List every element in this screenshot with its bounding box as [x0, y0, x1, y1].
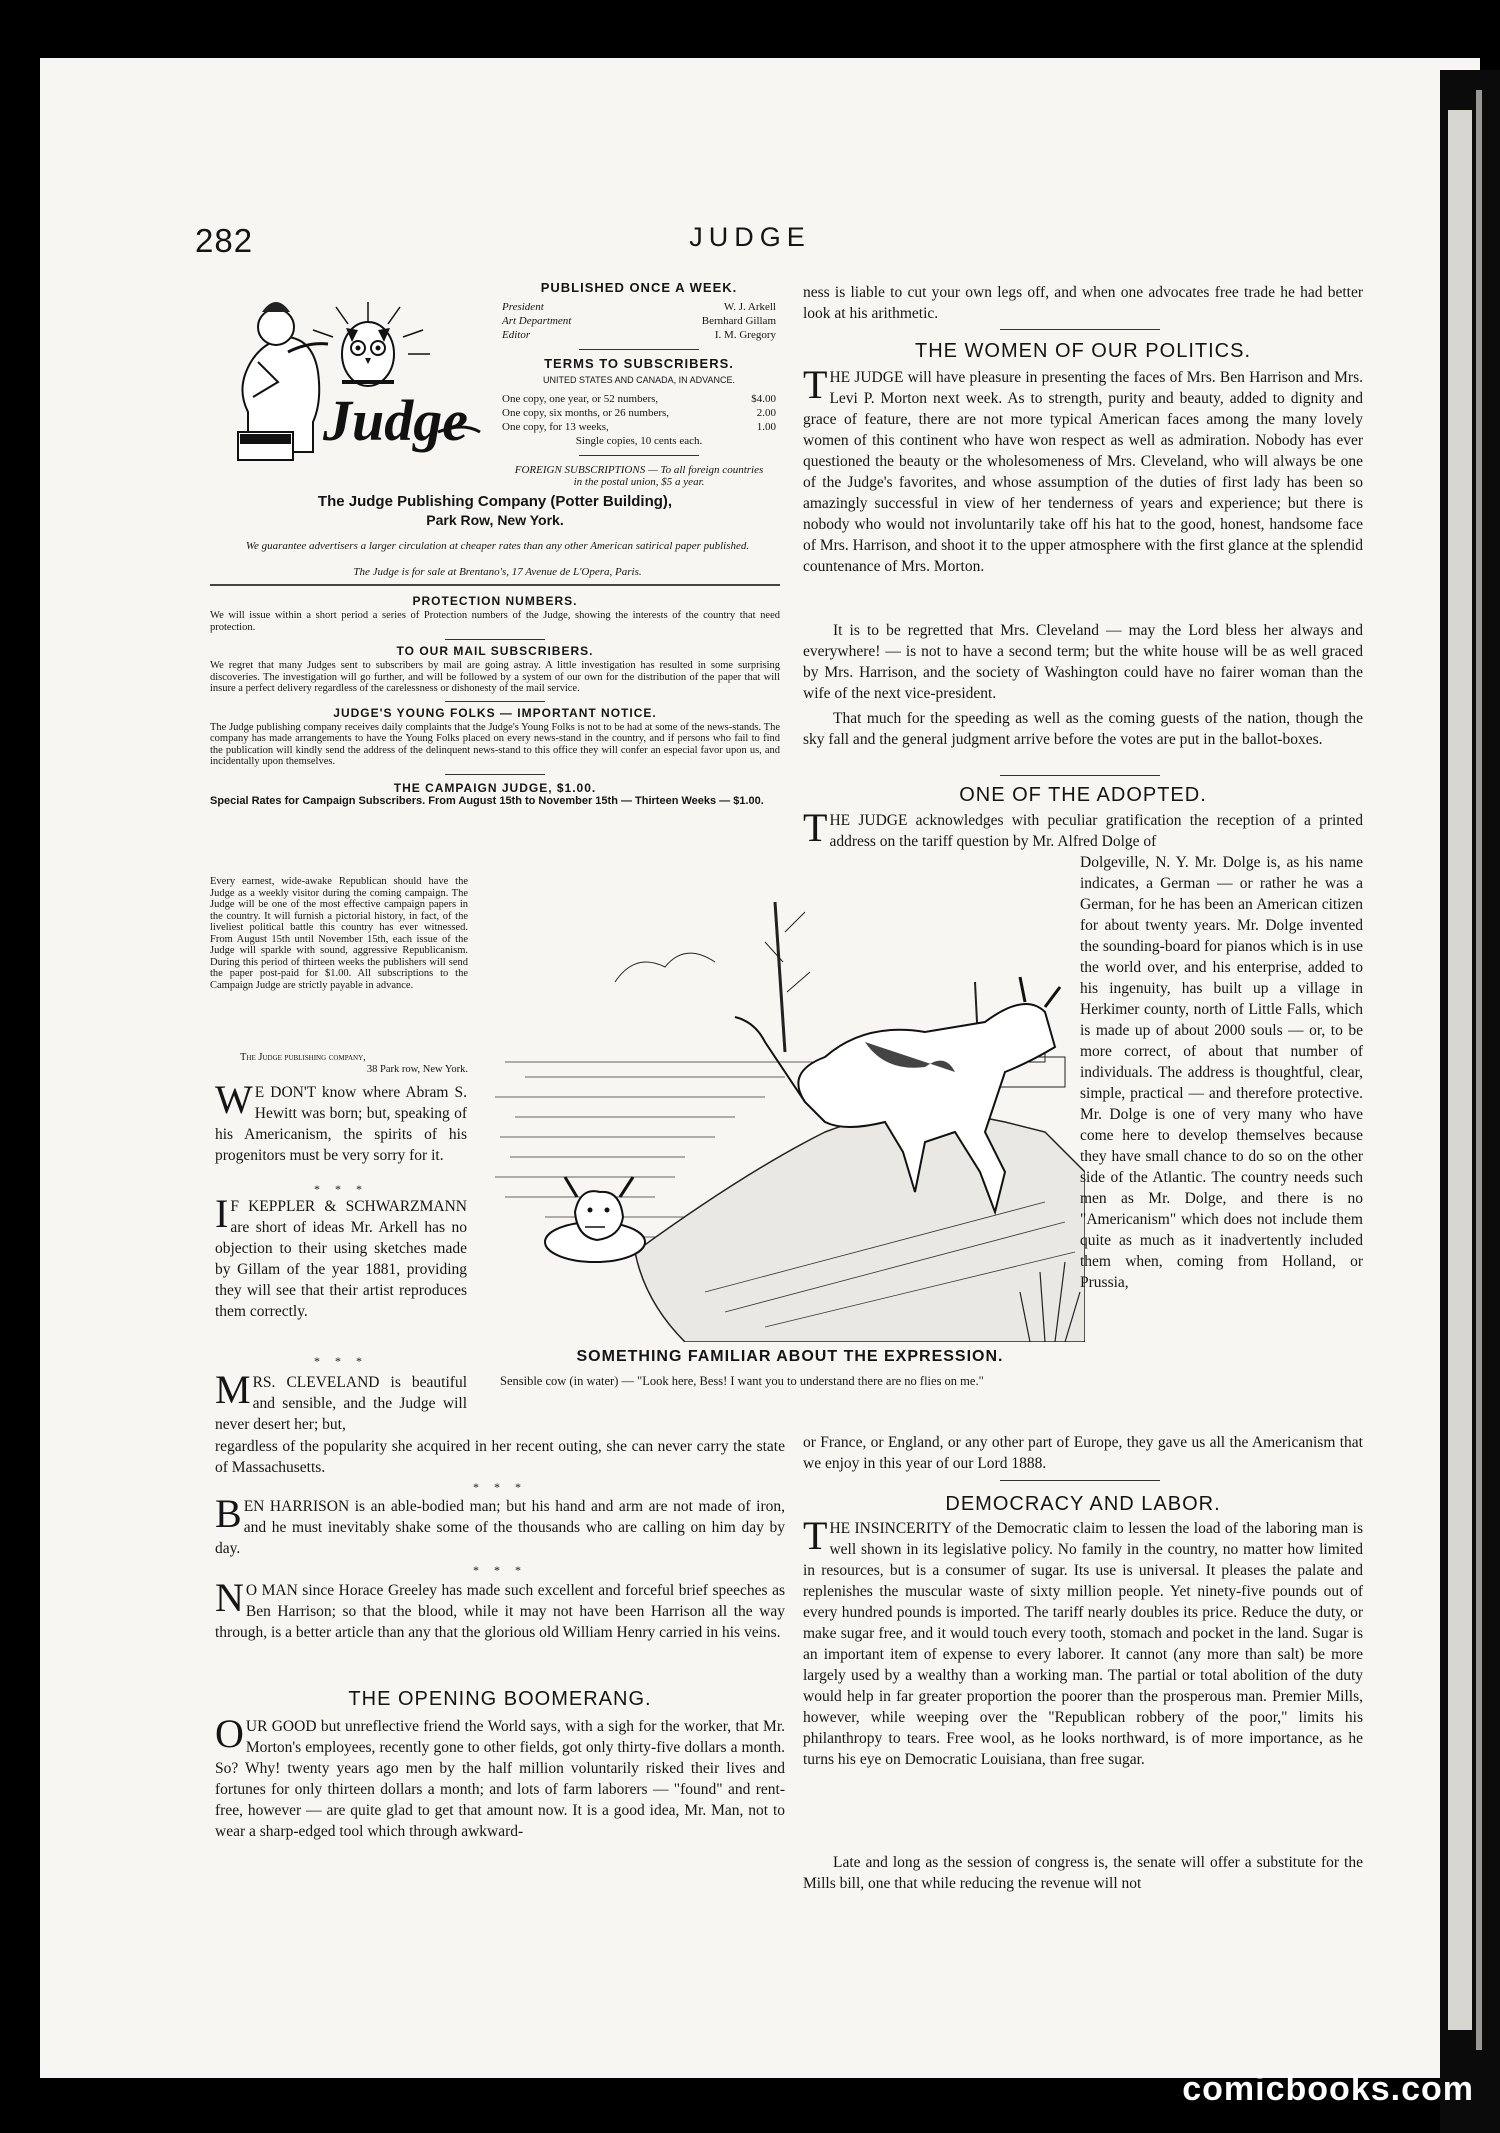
separator-stars: * * * [314, 1182, 368, 1196]
wavy-rule [210, 584, 780, 586]
para-text: RS. CLEVELAND is beautiful and sensible, and the Judge will never desert her; but, [215, 1374, 467, 1433]
campaign-title: THE CAMPAIGN JUDGE, $1.00. [393, 780, 597, 795]
notice-text: We regret that many Judges sent to subscribers by mail are going astray. A little investigation has resulted in some surprising discoveries. The investigation will go further, and will be followed by a system of our own for the distribution of the paper that will insure a perfect delivery regardless of the carelessness or dishonesty of the mail service. [210, 660, 780, 694]
staff-name: I. M. Gregory [714, 329, 776, 341]
dropcap: M [215, 1367, 251, 1412]
dropcap: T [803, 1513, 828, 1558]
para-harrison [215, 1491, 785, 1559]
staff-list [500, 299, 778, 343]
published-weekly: PUBLISHED ONCE A WEEK. [540, 280, 738, 295]
dropcap: T [803, 805, 828, 850]
para-text: UR GOOD but unreflective friend the World says, with a sigh for the worker, that Mr. Morton's employees, recently gone to other fields, got only thirty-five dollars a month. So? Why! twenty years ago men by the half million voluntarily risked their lives and fortunes for only thirteen dollars a month; and lots of farm laborers — "found" and rent-free, however — are quite glad to get that amount now. It is a good idea, Mr. Man, not to wear a sharp-edged tool which through awkward- [215, 1718, 785, 1840]
logo-text: Judge [323, 388, 468, 453]
rate-label: One copy, for 13 weeks, [502, 420, 609, 433]
separator-stars: * * * [314, 1354, 368, 1368]
para-text: O MAN since Horace Greeley has made such excellent and forceful brief speeches as Ben Harrison; so that the blood, while it may not have been Harrison all the way through, is a better article than any that the glorious old William Henry carried in his veins. [215, 1582, 785, 1641]
adopted-narrow: Dolgeville, N. Y. Mr. Dolge is, as his name indicates, a German — or rather he was a German, for he has been an American citizen for about twenty years. Mr. Dolge invented the sounding-board for pianos which is in use the world over, and his enterprise, added to his ingenuity, has built up a village in Herkimer county, north of Little Falls, which is made up of about 2000 souls — or, to be more correct, of about that number of individuals. The address is thoughtful, clear, simple, practical — and therefore protective. Mr. Dolge is one of very many who have come here to develop themselves because they have small chance to do so on the other side of the Atlantic. The country needs such men as Mr. Dolge, and there is no "Americanism" which does not include them quite as much as it inadvertently included them when, coming from Holland, or Prussia, [1080, 854, 1363, 1291]
paris-sale-note: The Judge is for sale at Brentano's, 17 Avenue de L'Opera, Paris. [353, 566, 642, 578]
para-text: E DON'T know where Abram S. Hewitt was born; but, speaking of his Americanism, the spirits of his progenitors must be very sorry for it. [215, 1084, 467, 1164]
rate-price: $4.00 [751, 392, 776, 405]
adopted-title: ONE OF THE ADOPTED. [959, 784, 1207, 806]
illustration-caption-text: Sensible cow (in water) — "Look here, Bess! I want you to understand there are no flies on me." [500, 1374, 984, 1388]
company-name: The Judge Publishing Company (Potter Building), [317, 493, 673, 510]
divider [1000, 329, 1160, 330]
dropcap: O [215, 1711, 244, 1756]
para-text: EN HARRISON is an able-bodied man; but his hand and arm are not made of iron, and he must inevitably shake some of the thousands who are calling on him day by day. [215, 1498, 785, 1557]
notice-title: PROTECTION NUMBERS. [412, 594, 578, 608]
rate-label: One copy, one year, or 52 numbers, [502, 392, 659, 405]
democracy-title: DEMOCRACY AND LABOR. [945, 1493, 1221, 1515]
women-p2: It is to be regretted that Mrs. Cleveland — may the Lord bless her always and everywhere! — is not to have a second term; but the white house will be as well graced by Mrs. Harrison, and the society of Washington could have no fairer woman than the wife of the next vice-president. [803, 622, 1363, 702]
cow-illustration [485, 872, 1085, 1342]
rate-price: 2.00 [756, 406, 776, 419]
adopted-lead [803, 805, 1363, 852]
separator-stars: * * * [473, 1563, 527, 1577]
democracy-p2: Late and long as the session of congress is, the senate will offer a substitute for the Mills bill, one that while reducing the revenue will not [803, 1854, 1363, 1892]
campaign-text: Every earnest, wide-awake Republican should have the Judge as a weekly visitor during the coming campaign. The Judge will be one of the most effective campaign papers in the country. It will furnish a pictorial history, in fact, of the liveliest political battle this country has ever witnessed. From August 15th until November 15th, each issue of the Judge will sparkle with sound, aggressive Republicanism. During this period of thirteen weeks the publishers will send the paper post-paid for $1.00. All subscriptions to the Campaign Judge are strictly payable in advance. [210, 876, 468, 991]
masthead: JUDGE [689, 222, 811, 252]
illustration-caption-title: SOMETHING FAMILIAR ABOUT THE EXPRESSION. [576, 1348, 1004, 1365]
notices [210, 594, 780, 807]
notice-title: JUDGE'S YOUNG FOLKS — IMPORTANT NOTICE. [333, 705, 657, 720]
para-hewitt [215, 1077, 467, 1166]
staff-role: Editor [502, 329, 531, 341]
divider [1000, 775, 1160, 776]
campaign-special: Special Rates for Campaign Subscribers. From August 15th to November 15th — Thirteen Weeks — $1.00. [210, 794, 764, 807]
para-text: HE INSINCERITY of the Democratic claim to lessen the load of the laboring man is well shown in its legislative policy. No family in the country, no matter how limited in resources, but is a consumer of sugar. Its use is universal. It pleases the palate and replenishes the muscular waste of sixty million people. Yet ninety-five pounds out of every hundred pounds is imported. The tariff nearly doubles its price. Reduce the duty, or make sugar free, and it would touch every tooth, stomach and pocket in the land. Sugar is an important item of expense to every laborer. It cannot (any more than salt) be more largely used by a wealthy than a working man. The partial or total abolition of the duty would help in far greater proportion the poorer than the prosperous man. Premier Mills, however, while weeping over the "Republican robbery of the poor," limits his philanthropy to tears. Free wool, as he looks northward, is of more importance, as he turns his eye on Democratic Louisiana, than free sugar. [803, 1520, 1363, 1768]
staff-role: Art Department [502, 315, 572, 327]
dropcap: I [215, 1191, 229, 1236]
para-text: HE JUDGE will have pleasure in presenting the faces of Mrs. Ben Harrison and Mrs. Levi P. Morton next week. As to strength, purity and beauty, added to dignity and grace of feature, there are not more typical American faces among the many lovely women of this continent who have won respect as well as admiration. Nobody has ever questioned the beauty or the wholesomeness of Mrs. Cleveland, who will always be one of the Judge's favorites, and whose assumption of the duties of first lady has been so amazingly successful in view of her tenderness of years and experience; but there is nobody who would not involuntarily take off his hat to the good, honest, handsome face of Mrs. Harrison, and shoot it to the upper atmosphere with the first glance at the splendid countenance of Mrs. Morton. [803, 369, 1363, 575]
dropcap: W [215, 1077, 253, 1122]
para-keppler [215, 1191, 467, 1322]
notice-title: TO OUR MAIL SUBSCRIBERS. [396, 644, 594, 658]
divider [1000, 1480, 1160, 1481]
company-address: Park Row, New York. [426, 512, 564, 528]
dropcap: T [803, 362, 828, 407]
staff-name: Bernhard Gillam [701, 315, 776, 327]
women-p1 [803, 362, 1363, 577]
right-top-continuation: ness is liable to cut your own legs off, and when one advocates free trade he had better look at his arithmetic. [803, 284, 1363, 322]
democracy-p1 [803, 1513, 1363, 1770]
publisher-box [500, 280, 778, 488]
rates-table [500, 391, 778, 435]
terms-sub: UNITED STATES AND CANADA, IN ADVANCE. [542, 375, 736, 385]
rate-price: 1.00 [756, 420, 776, 433]
foreign-subscriptions: FOREIGN SUBSCRIPTIONS — To all foreign countries in the postal union, $5 a year. [514, 463, 764, 488]
notice-text: The Judge publishing company receives daily complaints that the Judge's Young Folks is not to be had at some of the news-stands. The company has made arrangements to have the Young Folks placed on every news-stand in the country, and if persons who fail to find the publication will kindly send the address of the delinquent news-stand to this office they will confer an especial favor upon us, and incidentally upon themselves. [210, 721, 780, 767]
staff-name: W. J. Arkell [723, 301, 776, 313]
terms-title: TERMS TO SUBSCRIBERS. [544, 356, 734, 371]
boomerang-text [215, 1711, 785, 1842]
judge-logo [218, 282, 488, 472]
adopted-end: or France, or England, or any other part of Europe, they gave us all the Americanism that we enjoy in this year of our Lord 1888. [803, 1434, 1363, 1472]
campaign-sign-address: 38 Park row, New York. [366, 1064, 468, 1075]
para-greeley [215, 1575, 785, 1643]
page-number: 282 [195, 222, 254, 259]
guarantee-note: We guarantee advertisers a larger circulation at cheaper rates than any other American satirical paper published. [245, 540, 750, 552]
women-p3: That much for the speeding as well as the coming guests of the nation, though the sky fall and the general judgment arrive before the votes are put in the ballot-boxes. [803, 710, 1363, 748]
para-text: HE JUDGE acknowledges with peculiar gratification the reception of a printed address on the tariff question by Mr. Alfred Dolge of [829, 812, 1363, 850]
para-cleveland-cont: regardless of the popularity she acquired in her recent outing, she can never carry the state of Massachusetts. [215, 1438, 785, 1476]
para-text: F KEPPLER & SCHWARZMANN are short of ideas Mr. Arkell has no objection to their using sketches made by Gillam of the year 1881, providing they will see that their artist reproduces them correctly. [215, 1198, 467, 1320]
watermark: comicbooks.com [1182, 2070, 1474, 2108]
dropcap: N [215, 1575, 244, 1620]
para-cleveland [215, 1367, 467, 1435]
staff-role: President [502, 301, 544, 313]
notice-text: We will issue within a short period a series of Protection numbers of the Judge, showing the interests of the country that need protection. [210, 610, 780, 633]
women-title: THE WOMEN OF OUR POLITICS. [914, 340, 1251, 362]
boomerang-title: THE OPENING BOOMERANG. [348, 1688, 652, 1710]
binding-edge [1440, 70, 1500, 2133]
campaign-sign-company: The Judge publishing company, [240, 1052, 366, 1063]
dropcap: B [215, 1491, 242, 1536]
single-copies: Single copies, 10 cents each. [575, 434, 703, 447]
separator-stars: * * * [473, 1480, 527, 1494]
rate-label: One copy, six months, or 26 numbers, [502, 406, 670, 419]
